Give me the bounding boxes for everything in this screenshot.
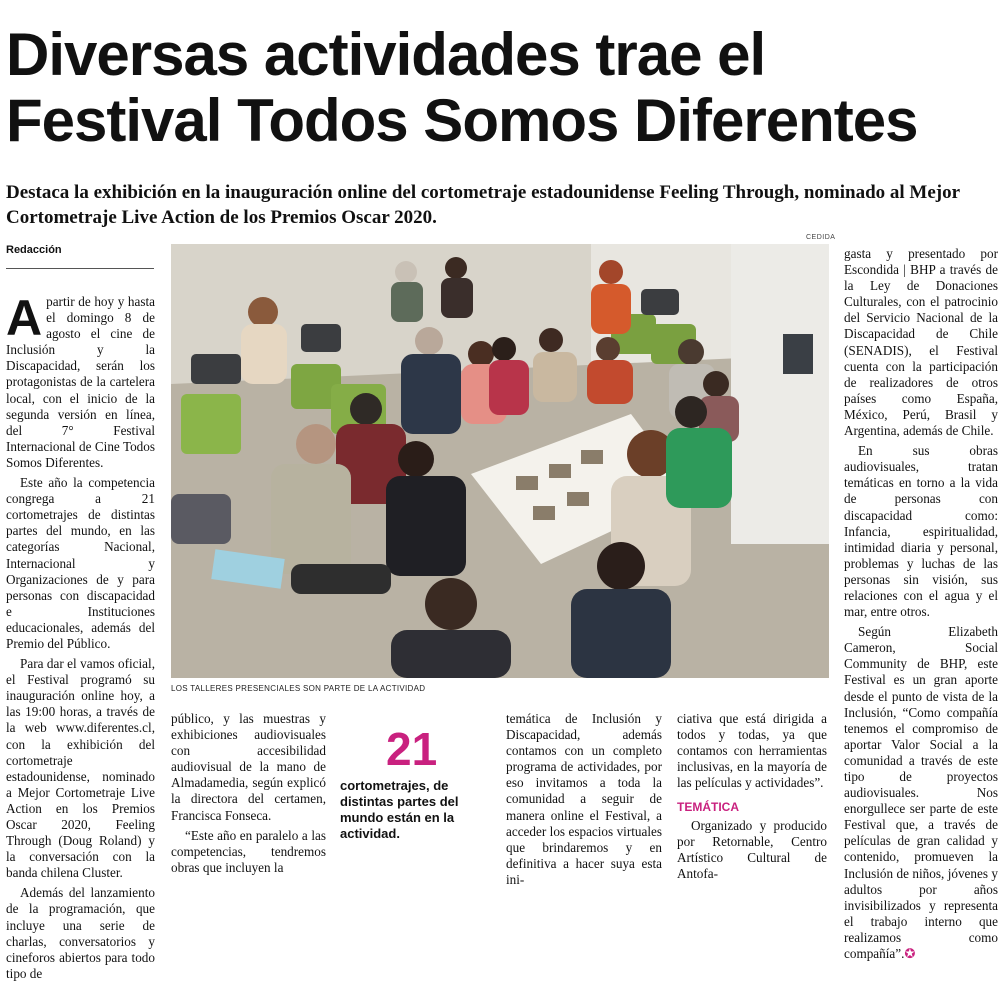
paragraph: Organizado y producido por Retornable, Centro Artístico Cultural de Antofa- xyxy=(677,817,827,881)
section-label: TEMÁTICA xyxy=(677,800,739,815)
paragraph: Además del lanzamiento de la programación, que incluye una serie de charlas, conversatorios y cineforos abiertos para todo tipo de xyxy=(6,885,155,981)
article-column-4 xyxy=(677,711,827,886)
byline-rule xyxy=(6,268,154,269)
subheadline: Destaca la exhibición en la inauguración online del cortometraje estadounidense Feeling Through, nominado al Mejor Cortometraje Live Action de los Premios Oscar 2020. xyxy=(6,182,960,228)
article-column-3 xyxy=(506,711,662,892)
callout-bold-text: cortometrajes xyxy=(340,778,426,793)
paragraph: Este año la competencia congrega a 21 cortometrajes de distintas partes del mundo, en las categorías Nacional, Internacional y Organizaciones de y para personas con discapacidad e Instituciones educacionales, además del Premio del Público. xyxy=(6,475,155,651)
end-mark-icon: ✪ xyxy=(904,947,916,963)
callout-text xyxy=(340,778,490,842)
paragraph: temática de Inclusión y Discapacidad, además contamos con un completo programa de actividades, por eso invitamos a toda la comunidad a seguir de manera online el Festival, a acceder los espacios virtuales que brindaremos y en definitiva a hacer suya esta ini- xyxy=(506,711,662,887)
drop-cap: A xyxy=(6,290,43,346)
paragraph: público, y las muestras y exhibiciones audiovisuales con accesibilidad audiovisual de la mano de Almadamedia, según explicó la directora del certamen, Francisca Fonseca. xyxy=(171,711,326,823)
paragraph: Según Elizabeth Cameron, Social Community de BHP, este Festival es un gran aporte desde el punto de vista de la Inclusión, “Como compañía tenemos el compromiso de aportar Valor Social a la comunidad a través de este tipo de proyectos audiovisuales. Nos enorgullece ser parte de este Festival que, a través de películas de gran calidad y contenido, promueven la Inclusión de niños, jóvenes y adultos por años invisibilizados y representa el trabajo interno que realizamos como compañía”.✪ xyxy=(844,624,998,963)
headline: Diversas actividades trae el Festival Todos Somos Diferentes xyxy=(6,21,918,154)
lead-paragraph: Apartir de hoy y hasta el domingo 8 de agosto el cine de Inclusión y la Discapacidad, serán los protagonistas de la cartelera local, con el inicio de la segunda versión en línea, del 7° Festival Internacional de Cine Todos Somos Diferentes. xyxy=(6,290,155,470)
callout-rest-text: , de distintas partes del mundo están en la actividad. xyxy=(340,778,459,841)
callout-number: 21 xyxy=(386,723,438,775)
photo-credit: CEDIDA xyxy=(806,234,836,241)
paragraph: gasta y presentado por Escondida | BHP a través de la Ley de Donaciones Culturales, con el patrocinio del Servicio Nacional de la Discapacidad de Chile (SENADIS), el Festival cuenta con la participación de realizadores de otros países como España, México, Perú, Brasil y Argentina, además de Chile. xyxy=(844,246,998,439)
workshop-photo-illustration xyxy=(171,244,829,678)
paragraph: ciativa que está dirigida a todos y todas, ya que contamos con herramientas inclusivas, en la mayoría de las películas y actividades”. xyxy=(677,711,827,791)
paragraph: Para dar el vamos oficial, el Festival programó su inauguración online hoy, a las 19:00 horas, a través de la web www.diferentes.cl, con la exhibición del cortometraje estadounidense, nominado a Mejor Cortometraje Live Action en los Premios Oscar 2020, Feeling Through (Doug Roland) y la conversación con la banda chilena Cluster. xyxy=(6,656,155,881)
article-column-5 xyxy=(844,246,998,967)
paragraph: “Este año en paralelo a las competencias, tendremos obras que incluyen la xyxy=(171,827,326,875)
article-column-2 xyxy=(171,711,326,880)
article-column-1 xyxy=(6,290,155,986)
paragraph: En sus obras audiovisuales, tratan temáticas en torno a la vida de personas con discapacidad como: Infancia, espiritualidad, intimidad diaria y personal, problemas y luchas de las personas sin visión, sus relaciones con el agua y el mar, entre otros. xyxy=(844,443,998,620)
workshop-photo xyxy=(171,244,829,678)
byline: Redacción xyxy=(6,244,62,256)
photo-caption: LOS TALLERES PRESENCIALES SON PARTE DE LA ACTIVIDAD xyxy=(171,684,426,693)
